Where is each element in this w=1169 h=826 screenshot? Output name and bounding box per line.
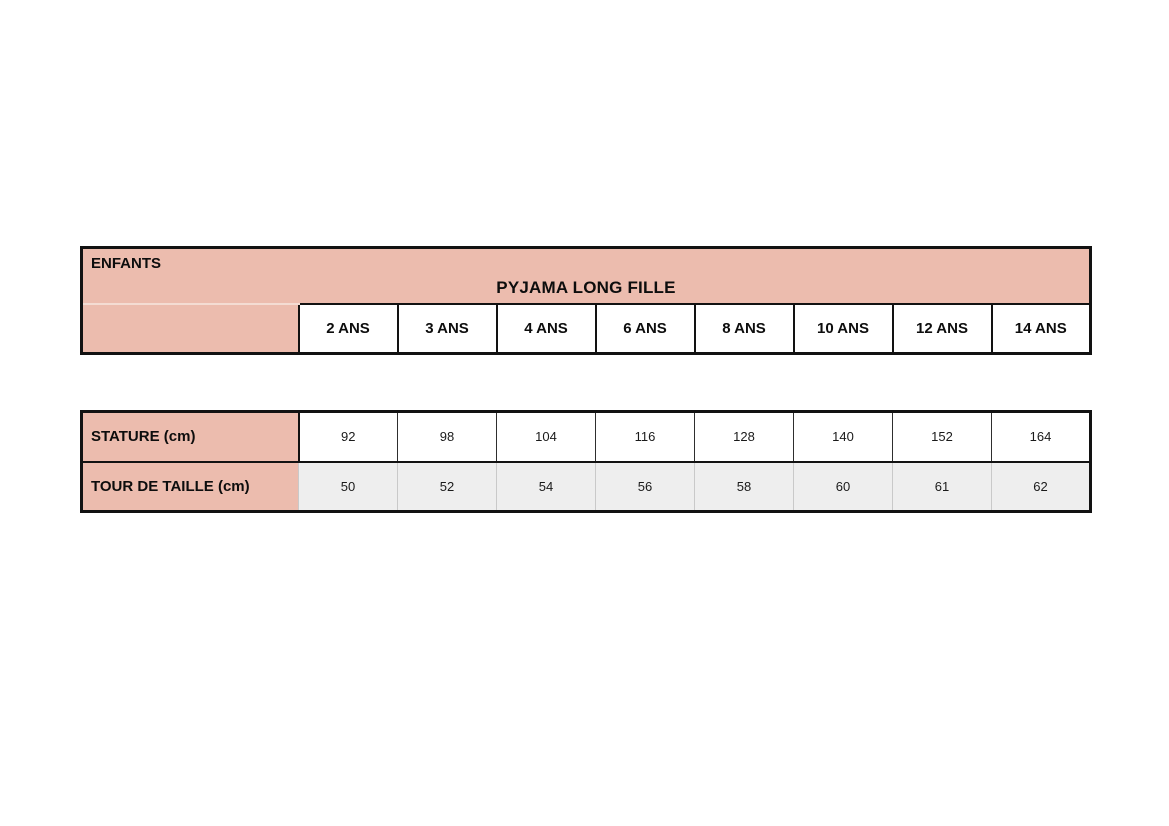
size-header-cell: 6 ANS [596, 304, 695, 354]
stature-value-cell: 104 [497, 412, 596, 462]
taille-value-cell: 50 [299, 462, 398, 512]
stature-value-cell: 128 [695, 412, 794, 462]
size-chart-header-table [80, 246, 1092, 355]
corner-cell [82, 304, 299, 354]
row-label-stature: STATURE (cm) [82, 412, 299, 462]
size-header-cell: 4 ANS [497, 304, 596, 354]
size-header-cell: 3 ANS [398, 304, 497, 354]
table-row-stature [82, 412, 1091, 462]
size-header-cell: 2 ANS [299, 304, 398, 354]
category-label: ENFANTS [91, 255, 162, 272]
taille-value-cell: 56 [596, 462, 695, 512]
size-header-cell: 12 ANS [893, 304, 992, 354]
table-row-tour-de-taille [82, 462, 1091, 512]
size-columns-row [82, 304, 1091, 354]
taille-value-cell: 60 [794, 462, 893, 512]
chart-title-cell [82, 248, 1091, 304]
taille-value-cell: 54 [497, 462, 596, 512]
stature-value-cell: 98 [398, 412, 497, 462]
stature-value-cell: 140 [794, 412, 893, 462]
row-label-tour-de-taille: TOUR DE TAILLE (cm) [82, 462, 299, 512]
stature-value-cell: 92 [299, 412, 398, 462]
taille-value-cell: 52 [398, 462, 497, 512]
size-chart-measurements-table [80, 410, 1092, 513]
size-header-cell: 10 ANS [794, 304, 893, 354]
chart-title-row [82, 248, 1091, 304]
stature-value-cell: 164 [992, 412, 1091, 462]
size-header-cell: 8 ANS [695, 304, 794, 354]
size-header-cell: 14 ANS [992, 304, 1091, 354]
taille-value-cell: 61 [893, 462, 992, 512]
taille-value-cell: 62 [992, 462, 1091, 512]
stature-value-cell: 152 [893, 412, 992, 462]
stature-value-cell: 116 [596, 412, 695, 462]
chart-title: PYJAMA LONG FILLE [496, 278, 676, 297]
taille-value-cell: 58 [695, 462, 794, 512]
